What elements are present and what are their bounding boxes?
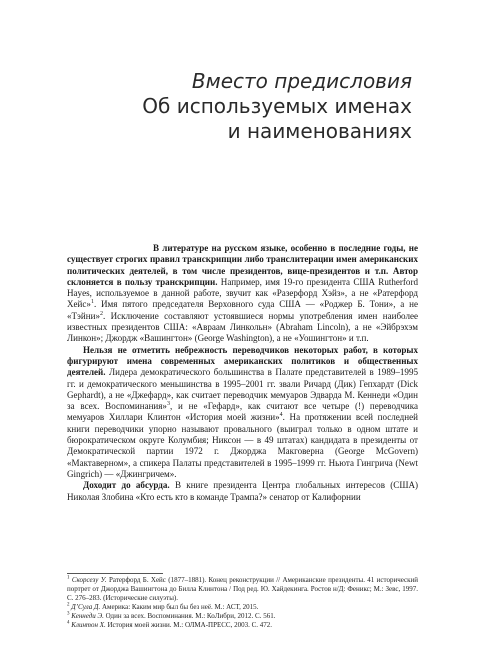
footnote: [67, 612, 418, 621]
heading-italic-line: Вместо предисловия: [191, 69, 412, 93]
footnote-ref-4: 4: [279, 412, 283, 419]
paragraph-1: [67, 243, 418, 345]
paragraph-3-text: В книге президента Центра глобальных интересов (США) Николая Злобина «Кто есть кто в команде Трампа?» сенатор от Калифорнии: [67, 480, 418, 502]
footnote-number: 1: [67, 575, 70, 581]
paragraph-3: [67, 480, 418, 503]
footnote-number: 4: [67, 620, 70, 626]
footnote-divider: [67, 573, 163, 574]
paragraph-1-text-a: Например, имя 19-го президента США Rutherford Hayes, используемое в данной работе, звучит как «Разерфорд Хэйз», а не «Ратерфорд Хейс»: [67, 276, 418, 310]
footnote-author: Клинтон Х.: [71, 621, 106, 629]
paragraph-1-bold: В литературе на русском языке, особенно в последние годы, не существует строгих правил транскрипции либо транслитерации имен американских политических деятелей, в том числе президентов, вице-президентов и т.п. Автор склоняется в пользу транскрипции.: [67, 243, 418, 287]
paragraph-2-text-b: , и не «Гефард», как считают все четыре (!) переводчика мемуаров Хиллари Клинтон «История моей жизни»: [67, 401, 418, 423]
paragraph-1-text-b: . Имя пятого председателя Верховного суда США — «Роджер Б. Тони», а не «Тэйни»: [67, 299, 418, 321]
footnote-number: 2: [67, 602, 70, 608]
footnote-text: Один за всех. Воспоминания. М.: КоЛибри, 2012. С. 561.: [103, 612, 276, 620]
paragraph-2-text-a: Лидера демократического большинства в Палате представителей в 1989–1995 гг. и демократического меньшинства в 1995–2001 гг. звали Ричард (Дик) Гепхардт (Dick Gephardt), а не «Джефард», как считает переводчик мемуаров Эдварда М. Кеннеди «Один за всех. Воспоминания»: [67, 367, 418, 412]
footnote-author: Скорсезу У.: [71, 576, 107, 584]
paragraph-2-bold: Нельзя не отметить небрежность переводчиков некоторых работ, в которых фигурируют имена современных американских политиков и общественных деятелей.: [67, 344, 418, 378]
footnotes: [67, 576, 418, 630]
footnote-author: Д’Сула Д.: [71, 603, 101, 611]
body-text: [67, 243, 418, 503]
footnote-ref-1: 1: [90, 299, 94, 306]
paragraph-3-bold: Доходит до абсурда.: [83, 480, 170, 491]
footnote-ref-3: 3: [166, 401, 170, 408]
footnote-text: История моей жизни. М.: ОЛМА-ПРЕСС, 2003. С. 472.: [105, 621, 273, 629]
footnote-number: 3: [67, 611, 70, 617]
footnote: [67, 576, 418, 603]
footnote: [67, 621, 418, 630]
heading-line-3: и наименованиях: [227, 119, 412, 143]
paragraph-2: [67, 345, 418, 481]
paragraph-2-text-c: . На протяжении всей последней книги переводчики упорно называют провального (выиграл только в одном штате и бюрократическом округе Колумбия; Никсон — в 49 штатах) кандидата в президенты от Демократической партии 1972 г. Джорджа Макговерна (George McGovern) «Мактаверном», а спикера Палаты представителей в 1995–1999 гг. Ньюта Гингрича (Newt Gingrich) — «Джингричем».: [67, 412, 418, 479]
footnote: [67, 603, 418, 612]
footnote-author: Кеннеди Э.: [71, 612, 104, 620]
footnote-ref-2: 2: [99, 310, 103, 317]
paragraph-1-text-c: . Исключение составляют устоявшиеся нормы употребления имен наиболее известных президентов США: «Авраам Линкольн» (Abraham Lincoln), а не «Эйбрэхэм Линкон»; Джордж «Вашингтон» (George Washington), а не «Уошингтон» и т.п.: [67, 310, 418, 344]
footnote-text: Ратерфорд Б. Хейс (1877–1881). Конец реконструкции // Американские президенты. 41 исторический портрет от Джорджа Вашингтона до Билла Клинтона / Под ред. Ю. Хайдекинга. Ростов н/Д: Феникс; М.: Зевс, 1997. С. 276–283. (Исторические силуэты).: [67, 576, 418, 602]
footnote-text: Америка: Каким мир был бы без неё. М.: АСТ, 2015.: [100, 603, 259, 611]
chapter-heading: [142, 68, 412, 144]
heading-line-2: Об используемых именах: [142, 94, 412, 118]
